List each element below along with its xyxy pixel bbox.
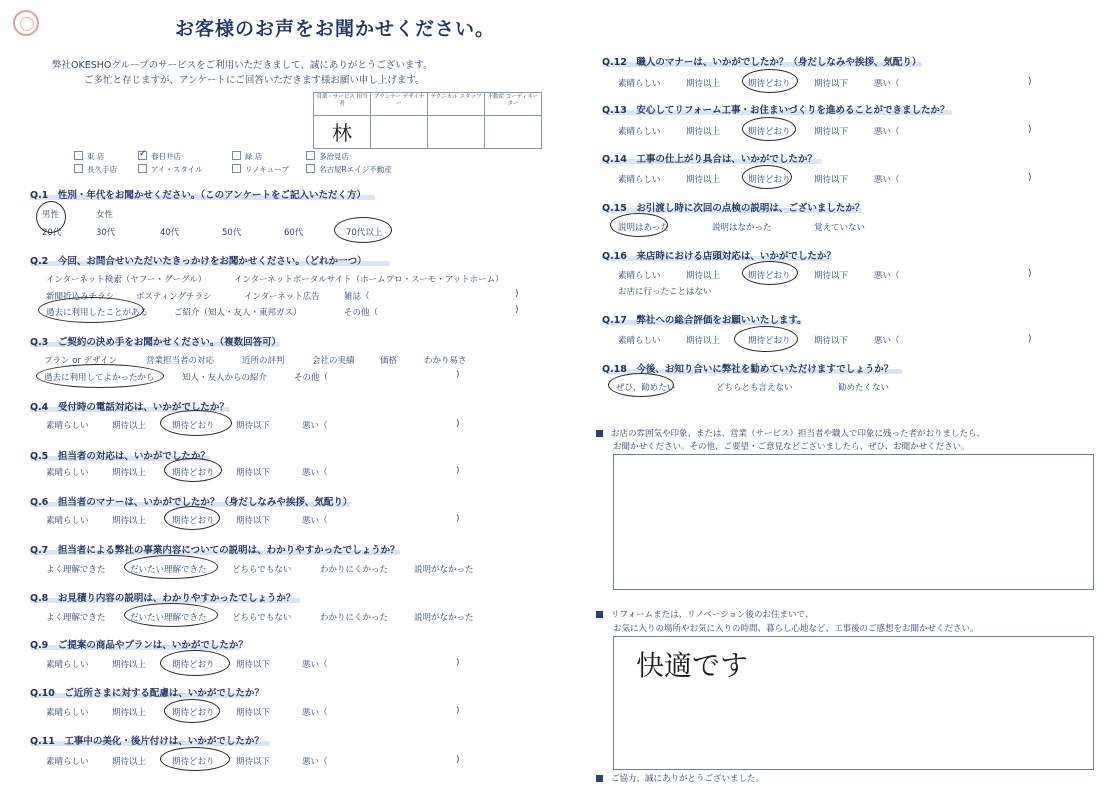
option-internet-ad[interactable]: インターネット広告: [244, 292, 320, 302]
close-paren: ): [456, 706, 460, 716]
close-paren: ): [456, 755, 460, 765]
rating-as-expected[interactable]: 期待どおり: [748, 127, 791, 137]
rating-excellent[interactable]: 素晴らしい: [618, 271, 661, 281]
rating-excellent[interactable]: 素晴らしい: [46, 708, 89, 718]
store-option[interactable]: 緑 店: [232, 151, 262, 162]
rating-bad[interactable]: 悪い（: [874, 79, 900, 89]
rating-below[interactable]: 期待以下: [814, 79, 849, 89]
rating-as-expected[interactable]: 期待どおり: [172, 757, 215, 767]
staff-header-technical: テクニカル スタッフ: [428, 93, 485, 116]
store-option[interactable]: 多治見店: [306, 151, 349, 162]
rating-below[interactable]: 期待以下: [814, 175, 849, 185]
rating-above[interactable]: 期待以上: [112, 757, 147, 767]
rating-above[interactable]: 期待以上: [686, 336, 721, 346]
question-q9: Q.9 ご提案の商品やプランは、いかがでしたか？: [30, 640, 248, 651]
option-clarity[interactable]: わかり易さ: [424, 356, 467, 366]
rating-as-expected[interactable]: 期待どおり: [172, 468, 215, 478]
staff-header-realestate: 不動産 コーディネーター: [485, 93, 542, 116]
option-newspaper-flyer[interactable]: 新聞折込みチラシ: [46, 292, 115, 302]
store-option-checked[interactable]: ✓ 春日井店: [139, 149, 181, 161]
question-q7: Q.7 担当者による弊社の事業内容についての説明は、わかりやすかったでしょうか？: [30, 545, 400, 556]
close-paren: ): [456, 419, 460, 429]
close-paren: ): [456, 514, 460, 524]
option-female[interactable]: 女性: [96, 210, 114, 220]
question-q2: Q.2 今回、お問合せいただいたきっかけをお聞かせください。（どれか一つ）: [30, 256, 367, 267]
option-posting-flyer[interactable]: ポスティングチラシ: [136, 292, 212, 302]
rating-bad[interactable]: 悪い（: [302, 660, 328, 670]
thanks-message: ご協力、誠にありがとうございました。: [596, 772, 764, 784]
option-not-explained[interactable]: 説明はなかった: [712, 223, 772, 233]
rating-bad[interactable]: 悪い（: [874, 271, 900, 281]
rating-as-expected[interactable]: 期待どおり: [748, 271, 791, 281]
question-q4: Q.4 受付時の電話対応は、いかがでしたか？: [30, 402, 229, 413]
answer-circle: [742, 117, 796, 141]
question-q16: Q.16 来店時における店頭対応は、いかがでしたか？: [602, 251, 836, 262]
answer-circle: [160, 747, 230, 771]
rating-below[interactable]: 期待以下: [236, 708, 271, 718]
rating-bad[interactable]: 悪い（: [874, 336, 900, 346]
question-q3: Q.3 ご契約の決め手をお聞かせください。（複数回答可）: [30, 337, 282, 348]
rating-below[interactable]: 期待以下: [236, 468, 271, 478]
answer-circle: [160, 410, 232, 436]
comment-2-prompt-line-1: リフォームまたは、リノベーション後のお住まいで、: [596, 608, 813, 620]
rating-below[interactable]: 期待以下: [814, 271, 849, 281]
option-track-record[interactable]: 会社の実績: [312, 356, 355, 366]
rating-excellent[interactable]: 素晴らしい: [46, 421, 89, 431]
rating-bad[interactable]: 悪い（: [302, 708, 328, 718]
clarity-neutral[interactable]: どちらでもない: [232, 565, 292, 575]
store-option[interactable]: リノキューブ: [232, 164, 289, 175]
option-other[interactable]: その他（: [294, 373, 329, 383]
close-paren: ): [1028, 125, 1032, 135]
rating-above[interactable]: 期待以上: [112, 516, 147, 526]
rating-excellent[interactable]: 素晴らしい: [618, 127, 661, 137]
question-q12: Q.12 職人のマナーは、いかがでしたか？（身だしなみや挨拶、気配り）: [602, 57, 922, 68]
option-dont-remember[interactable]: 覚えていない: [814, 223, 866, 233]
answer-circle: [36, 201, 66, 233]
rating-above[interactable]: 期待以上: [112, 421, 147, 431]
rating-excellent[interactable]: 素晴らしい: [46, 516, 89, 526]
rating-bad[interactable]: 悪い（: [302, 516, 328, 526]
page-title: お客様のお声をお聞かせください。: [175, 18, 496, 40]
question-q8: Q.8 お見積り内容の説明は、わかりやすかったでしょうか？: [30, 593, 296, 604]
option-other[interactable]: その他（: [344, 308, 379, 318]
question-q15: Q.15 お引渡し時に次回の点検の説明は、ございましたか？: [602, 203, 865, 214]
answer-circle: [734, 326, 798, 352]
option-portal-site[interactable]: インターネットポータルサイト（ホームプロ・スーモ・アットホーム）: [234, 275, 504, 285]
option-friend-referral[interactable]: 知人・友人からの紹介: [182, 373, 268, 383]
rating-as-expected[interactable]: 期待どおり: [748, 79, 791, 89]
answer-circle: [124, 603, 218, 627]
staff-header-sales: 営業・サービス 担当者: [314, 93, 371, 116]
close-paren: ): [1028, 77, 1032, 87]
rating-above[interactable]: 期待以上: [112, 708, 147, 718]
store-option[interactable]: 東 店: [74, 151, 104, 162]
store-option[interactable]: アイ・スタイル: [138, 164, 203, 175]
option-sales-response[interactable]: 営業担当者の対応: [146, 356, 215, 366]
question-q1: Q.1 性別・年代をお聞かせください。（このアンケートをご記入いただく方）: [30, 190, 366, 201]
rating-below[interactable]: 期待以下: [236, 421, 271, 431]
answer-circle: [742, 69, 798, 93]
rating-bad[interactable]: 悪い（: [302, 757, 328, 767]
close-paren: ): [1028, 173, 1032, 183]
question-q14: Q.14 工事の仕上がり具合は、いかがでしたか？: [602, 154, 817, 165]
rating-above[interactable]: 期待以上: [112, 660, 147, 670]
rating-below[interactable]: 期待以下: [236, 757, 271, 767]
answer-circle: [36, 364, 164, 388]
clarity-neutral[interactable]: どちらでもない: [232, 613, 292, 623]
rating-below[interactable]: 期待以下: [236, 516, 271, 526]
option-explained[interactable]: 説明はあった: [618, 223, 669, 233]
comment-1-prompt-line-2: お聞かせください。その他、ご要望・ご意見などございましたら、ぜひ、お聞かせください。: [613, 442, 970, 452]
rating-as-expected[interactable]: 期待どおり: [172, 516, 215, 526]
option-good-before[interactable]: 過去に利用してよかったから: [44, 373, 155, 383]
question-q17: Q.17 弊社への総合評価をお願いいたします。: [602, 315, 807, 326]
rating-bad[interactable]: 悪い（: [302, 421, 328, 431]
staff-value-planner[interactable]: [371, 116, 428, 149]
answer-circle: [164, 699, 220, 723]
close-paren: ): [1028, 334, 1032, 344]
clarity-mostly[interactable]: だいたい理解できた: [130, 613, 207, 623]
comment-2-prompt-line-2: お気に入りの場所やお気に入りの時間、暮らし心地など、工事後のご感想をお聞かせください。: [613, 624, 979, 634]
rating-above[interactable]: 期待以上: [686, 127, 721, 137]
rating-excellent[interactable]: 素晴らしい: [46, 468, 89, 478]
rating-as-expected[interactable]: 期待どおり: [172, 660, 215, 670]
staff-value-technical[interactable]: [428, 116, 485, 149]
answer-circle: [608, 373, 674, 397]
close-paren: ): [1028, 269, 1032, 279]
rating-above[interactable]: 期待以上: [112, 468, 147, 478]
clarity-unclear[interactable]: わかりにくかった: [320, 613, 389, 623]
rating-as-expected[interactable]: 期待どおり: [172, 708, 215, 718]
rating-below[interactable]: 期待以下: [814, 336, 849, 346]
close-paren: ): [456, 370, 460, 380]
store-option[interactable]: 長久手店: [74, 164, 117, 175]
question-q10: Q.10 ご近所さまに対する配慮は、いかがでしたか？: [30, 688, 264, 699]
clarity-unclear[interactable]: わかりにくかった: [320, 565, 389, 575]
answer-circle: [164, 506, 220, 530]
rating-excellent[interactable]: 素晴らしい: [618, 175, 661, 185]
rating-as-expected[interactable]: 期待どおり: [172, 421, 215, 431]
staff-table: [313, 92, 542, 149]
rating-bad[interactable]: 悪い（: [302, 468, 328, 478]
close-paren: ): [515, 289, 519, 299]
comment-1-prompt-line-1: お店の雰囲気や印象、または、営業（サービス）担当者や職人で印象に残った者がおりましたら、: [596, 427, 985, 439]
option-30s[interactable]: 30代: [96, 228, 116, 238]
question-q6: Q.6 担当者のマナーは、いかがでしたか？（身だしなみや挨拶、気配り）: [30, 497, 353, 508]
staff-value-realestate[interactable]: [485, 116, 542, 149]
option-magazine[interactable]: 雑誌（: [344, 292, 370, 302]
option-undecided[interactable]: どちらとも言えない: [716, 383, 793, 393]
rating-bad[interactable]: 悪い（: [874, 127, 900, 137]
intro-line-1: 弊社OKESHOグループのサービスをご利用いただきまして、誠にありがとうございます。: [52, 60, 433, 71]
answer-circle: [334, 217, 392, 243]
option-referral[interactable]: ご紹介（知人・友人・東邦ガス）: [174, 308, 302, 318]
comment-1-textarea[interactable]: [613, 454, 1094, 590]
rating-as-expected[interactable]: 期待どおり: [748, 336, 791, 346]
rating-as-expected[interactable]: 期待どおり: [748, 175, 791, 185]
question-q18: Q.18 今後、お知り合いに弊社を勧めていただけますでしょうか？: [602, 364, 894, 375]
answer-circle: [610, 213, 668, 237]
question-q5: Q.5 担当者の対応は、いかがでしたか？: [30, 451, 210, 462]
close-paren: ): [456, 466, 460, 476]
rating-excellent[interactable]: 素晴らしい: [618, 336, 661, 346]
rating-above[interactable]: 期待以上: [686, 271, 721, 281]
clarity-none[interactable]: 説明がなかった: [414, 613, 474, 623]
option-60s[interactable]: 60代: [284, 228, 304, 238]
rating-bad[interactable]: 悪い（: [874, 175, 900, 185]
comment-2-answer: 快適です: [636, 649, 749, 682]
option-recommend[interactable]: ぜひ、勧めたい: [616, 383, 676, 393]
option-70s-plus[interactable]: 70代以上: [346, 228, 383, 238]
answer-circle: [742, 165, 792, 189]
option-used-before[interactable]: 過去に利用したことがある: [46, 308, 149, 318]
staff-header-planner: プランナー デザイナー: [371, 93, 428, 116]
store-option[interactable]: 名古屋Rエイジ不動産: [306, 164, 392, 175]
rating-above[interactable]: 期待以上: [686, 175, 721, 185]
answer-circle: [38, 297, 144, 323]
option-not-recommend[interactable]: 勧めたくない: [838, 383, 890, 393]
clarity-none[interactable]: 説明がなかった: [414, 565, 474, 575]
clarity-mostly[interactable]: だいたい理解できた: [130, 565, 207, 575]
clarity-well[interactable]: よく理解できた: [46, 613, 106, 623]
option-male[interactable]: 男性: [42, 210, 60, 220]
rating-above[interactable]: 期待以上: [686, 79, 721, 89]
answer-circle: [742, 261, 798, 285]
staff-value-sales[interactable]: 林: [314, 116, 371, 149]
option-40s[interactable]: 40代: [160, 228, 180, 238]
close-paren: ): [515, 305, 519, 315]
option-price[interactable]: 価格: [380, 356, 398, 366]
answer-circle: [160, 650, 230, 676]
option-50s[interactable]: 50代: [222, 228, 242, 238]
question-q11: Q.11 工事中の美化・後片付けは、いかがでしたか？: [30, 736, 264, 747]
rating-below[interactable]: 期待以下: [814, 127, 849, 137]
option-internet-search[interactable]: インターネット検索（ヤフー・グーグル）: [46, 275, 207, 285]
seal-stamp: [13, 10, 39, 36]
rating-excellent[interactable]: 素晴らしい: [46, 660, 89, 670]
rating-excellent[interactable]: 素晴らしい: [618, 79, 661, 89]
question-q13: Q.13 安心してリフォーム工事・お住まいづくりを進めることができましたか？: [602, 105, 950, 116]
option-never-visited[interactable]: お店に行ったことはない: [618, 287, 712, 297]
rating-below[interactable]: 期待以下: [236, 660, 271, 670]
clarity-well[interactable]: よく理解できた: [46, 565, 106, 575]
answer-circle: [124, 555, 218, 579]
close-paren: ): [456, 658, 460, 668]
option-20s[interactable]: 20代: [42, 228, 62, 238]
option-plan-design[interactable]: プラン or デザイン: [44, 356, 118, 366]
answer-circle: [164, 458, 222, 482]
rating-excellent[interactable]: 素晴らしい: [46, 757, 89, 767]
option-reputation[interactable]: 近所の評判: [242, 356, 285, 366]
intro-line-2: ご多忙と存じますが、アンケートにご回答いただきます様お願い申し上げます。: [84, 75, 425, 86]
